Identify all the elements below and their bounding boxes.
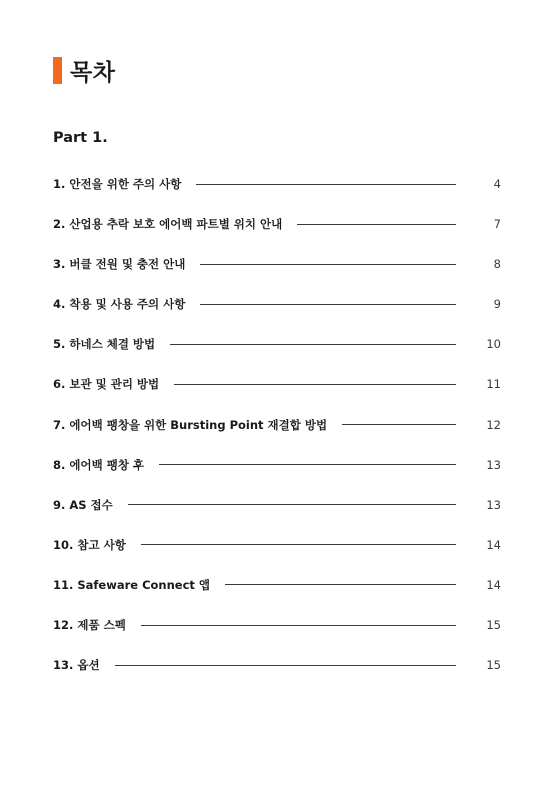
toc-page-number: 15 <box>486 658 501 673</box>
toc-entry-label: 13. 옵션 <box>53 658 100 673</box>
toc-page-number: 11 <box>486 377 501 392</box>
toc-page-number: 13 <box>486 457 501 472</box>
toc-entry[interactable] <box>53 254 501 294</box>
toc-entry-label: 5. 하네스 체결 방법 <box>53 337 156 352</box>
page-title-block <box>53 56 115 84</box>
toc-leader-line <box>196 184 456 185</box>
toc-entry[interactable] <box>53 334 501 374</box>
toc-entry-label: 9. AS 접수 <box>53 497 113 512</box>
table-of-contents <box>53 174 501 695</box>
toc-page-number: 4 <box>493 177 501 191</box>
toc-entry-label: 7. 에어백 팽창을 위한 Bursting Point 재결합 방법 <box>53 417 328 432</box>
toc-entry-label: 1. 안전을 위한 주의 사항 <box>53 177 182 191</box>
toc-entry-label: 3. 버클 전원 및 충전 안내 <box>53 257 186 272</box>
toc-entry[interactable] <box>53 495 501 535</box>
toc-leader-line <box>128 504 456 505</box>
toc-page-number: 14 <box>486 537 501 552</box>
title-accent-bar <box>53 57 62 84</box>
toc-leader-line <box>141 544 456 545</box>
toc-leader-line <box>225 584 456 585</box>
page-title: 목차 <box>70 59 116 86</box>
toc-entry[interactable] <box>53 294 501 334</box>
toc-page-number: 14 <box>486 577 501 592</box>
toc-leader-line <box>342 424 456 425</box>
toc-page-number: 13 <box>486 497 501 512</box>
toc-page-number: 9 <box>493 297 501 312</box>
toc-entry-label: 12. 제품 스펙 <box>53 618 126 633</box>
toc-leader-line <box>200 304 456 305</box>
toc-entry[interactable] <box>53 374 501 414</box>
toc-entry[interactable] <box>53 575 501 615</box>
toc-entry[interactable] <box>53 655 501 695</box>
toc-entry-label: 8. 에어백 팽창 후 <box>53 457 145 472</box>
part-title: Part 1. <box>53 130 108 146</box>
toc-entry[interactable] <box>53 455 501 495</box>
toc-page-number: 7 <box>493 217 501 232</box>
toc-page-number: 15 <box>486 618 501 633</box>
toc-entry-label: 6. 보관 및 관리 방법 <box>53 377 160 392</box>
toc-leader-line <box>170 344 456 345</box>
toc-entry[interactable] <box>53 615 501 655</box>
toc-entry-label: 4. 착용 및 사용 주의 사항 <box>53 297 186 312</box>
toc-leader-line <box>200 264 456 265</box>
toc-page-number: 10 <box>486 337 501 352</box>
toc-entry-label: 2. 산업용 추락 보호 에어백 파트별 위치 안내 <box>53 217 283 232</box>
toc-leader-line <box>141 625 456 626</box>
toc-entry[interactable] <box>53 214 501 254</box>
toc-entry[interactable] <box>53 535 501 575</box>
toc-leader-line <box>159 464 456 465</box>
toc-entry[interactable] <box>53 174 501 214</box>
toc-page-number: 8 <box>493 257 501 272</box>
toc-leader-line <box>115 665 456 666</box>
toc-entry-label: 10. 참고 사항 <box>53 537 126 552</box>
toc-entry[interactable] <box>53 415 501 455</box>
toc-page-number: 12 <box>486 417 501 432</box>
toc-leader-line <box>297 224 456 225</box>
toc-leader-line <box>174 384 456 385</box>
toc-entry-label: 11. Safeware Connect 앱 <box>53 577 211 592</box>
